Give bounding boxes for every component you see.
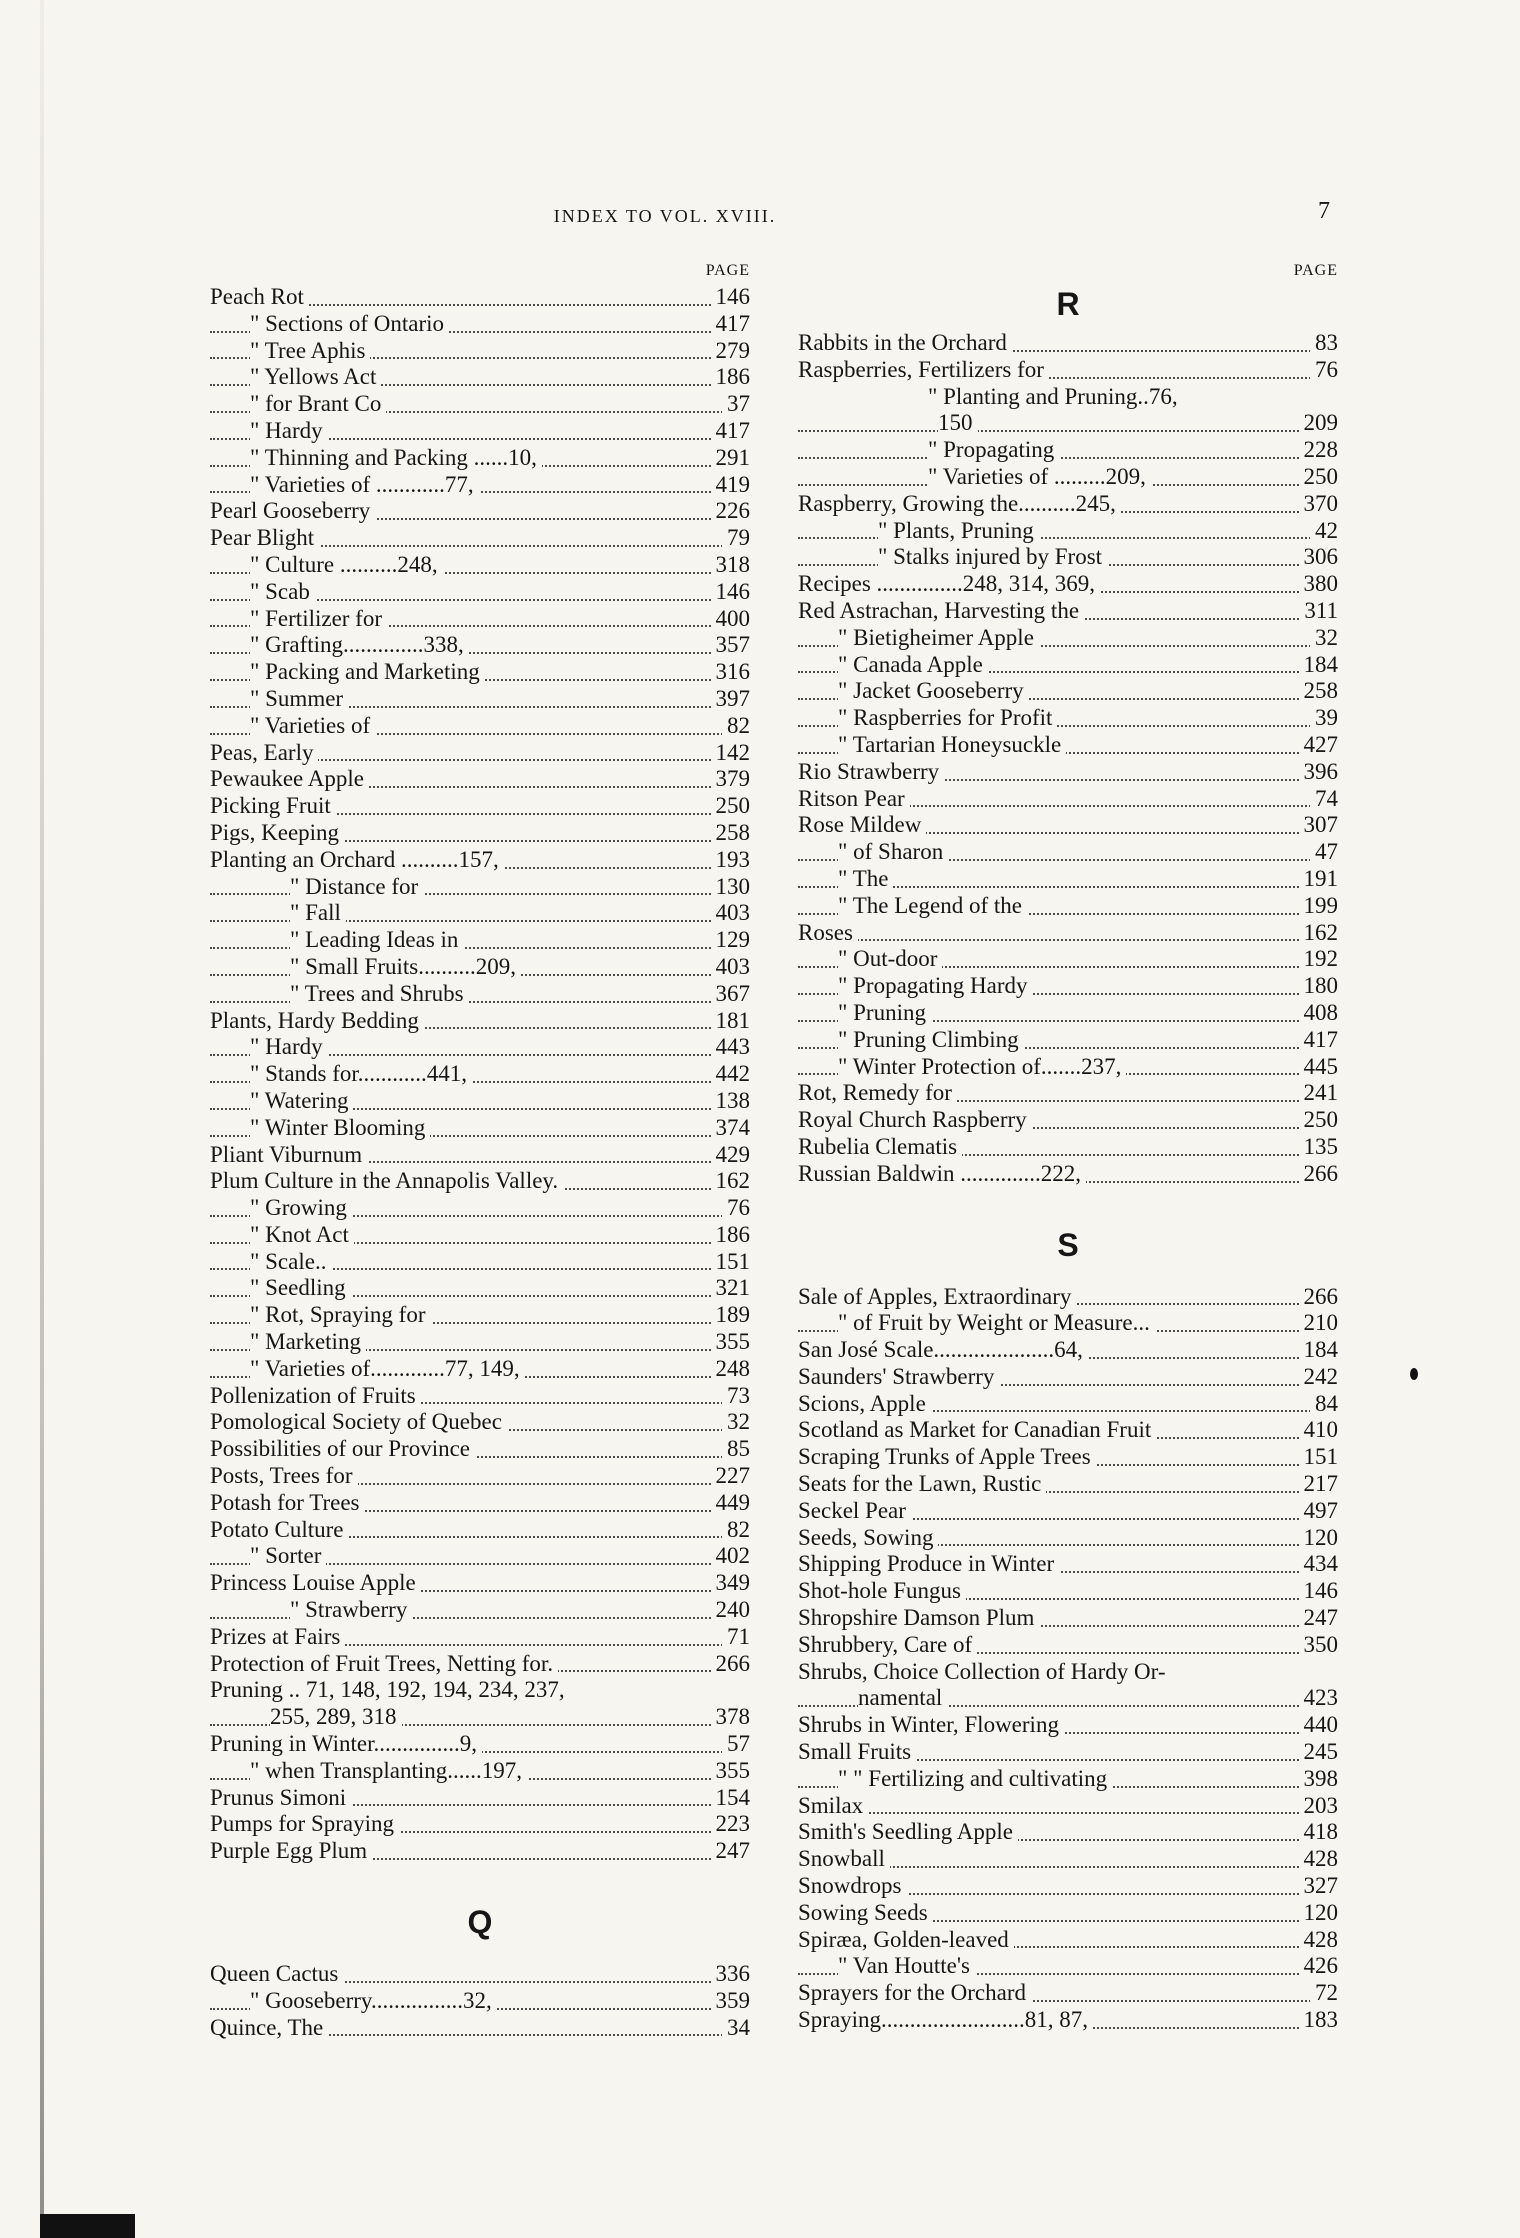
entry-label: " Growing <box>250 1195 352 1222</box>
entry-page-number: 83 <box>1310 330 1338 357</box>
entry-page-number: 250 <box>711 793 751 820</box>
entry-label: Recipes ...............248, 314, 369, <box>798 571 1100 598</box>
leader-dots <box>798 913 1338 942</box>
entry-label: " Strawberry <box>290 1597 412 1624</box>
ink-spot <box>1410 1368 1418 1380</box>
entry-label: Pruning in Winter...............9, <box>210 1731 482 1758</box>
entry-label: " Fall <box>290 900 346 927</box>
entry-label: " The <box>838 866 893 893</box>
entry-page-number: 247 <box>1299 1605 1339 1632</box>
entry-label: " of Sharon <box>838 839 948 866</box>
entry-page-number: 355 <box>711 1758 751 1785</box>
entry-label: " Varieties of.............77, 149, <box>250 1356 525 1383</box>
entry-label: Plants, Hardy Bedding <box>210 1008 424 1035</box>
entry-page-number: 380 <box>1299 571 1339 598</box>
entry-label: " Bietigheimer Apple <box>838 625 1039 652</box>
entry-page-number: 355 <box>711 1329 751 1356</box>
entry-label: Sale of Apples, Extraordinary <box>798 1284 1076 1311</box>
entry-label: " Scab <box>250 579 315 606</box>
entry-page-number: 396 <box>1299 759 1339 786</box>
entry-page-number: 226 <box>711 498 751 525</box>
entry-label: Pewaukee Apple <box>210 766 369 793</box>
index-column-left <box>210 262 750 2041</box>
entry-label: namental <box>858 1685 947 1712</box>
entry-page-number: 417 <box>1299 1027 1339 1054</box>
entry-label: Rio Strawberry <box>798 759 944 786</box>
entry-label: " Stands for............441, <box>250 1061 472 1088</box>
entry-label: Picking Fruit <box>210 793 336 820</box>
entry-page-number: 357 <box>711 632 751 659</box>
entry-label: Shrubs, Choice Collection of Hardy Or- <box>798 1659 1170 1686</box>
entry-page-number: 379 <box>711 766 751 793</box>
entry-label: " Sections of Ontario <box>250 311 449 338</box>
entry-page-number: 120 <box>1299 1525 1339 1552</box>
entry-page-number: 410 <box>1299 1417 1339 1444</box>
entry-label: Posts, Trees for <box>210 1463 358 1490</box>
entry-page-number: 418 <box>1299 1819 1339 1846</box>
entry-label: Sprayers for the Orchard <box>798 1980 1031 2007</box>
entry-page-number: 242 <box>1299 1364 1339 1391</box>
entry-page-number: 266 <box>711 1651 751 1678</box>
entry-label: Pigs, Keeping <box>210 820 344 847</box>
entry-label: Small Fruits <box>798 1739 916 1766</box>
entry-label: " Raspberries for Profit <box>838 705 1057 732</box>
entry-page-number: 428 <box>1299 1846 1339 1873</box>
entry-label: Rubelia Clematis <box>798 1134 962 1161</box>
entry-label: Roses <box>798 920 858 947</box>
entry-page-number: 120 <box>1299 1900 1339 1927</box>
index-entry <box>798 1632 1338 1659</box>
entry-page-number: 350 <box>1299 1632 1339 1659</box>
entry-page-number: 82 <box>722 1517 750 1544</box>
entry-label: " Culture ..........248, <box>250 552 443 579</box>
entry-page-number: 291 <box>711 445 751 472</box>
entry-page-number: 250 <box>1299 464 1339 491</box>
entry-label: Sowing Seeds <box>798 1900 933 1927</box>
entry-label: Smilax <box>798 1793 868 1820</box>
entry-label: " Rot, Spraying for <box>250 1302 431 1329</box>
entry-label: Potash for Trees <box>210 1490 365 1517</box>
entry-page-number: 76 <box>1310 357 1338 384</box>
entry-page-number: 129 <box>711 927 751 954</box>
entry-page-number: 162 <box>1299 920 1339 947</box>
entry-label: " Tree Aphis <box>250 338 370 365</box>
entry-page-number: 151 <box>1299 1444 1339 1471</box>
entry-label: " Propagating Hardy <box>838 973 1033 1000</box>
leader-dots <box>798 1786 1338 1815</box>
entry-label: Pearl Gooseberry <box>210 498 375 525</box>
index-column-right <box>798 262 1338 2034</box>
entry-page-number: 203 <box>1299 1793 1339 1820</box>
entry-page-number: 279 <box>711 338 751 365</box>
entry-label: " Planting and Pruning..76, <box>928 384 1183 411</box>
entry-label: " Sorter <box>250 1543 326 1570</box>
entry-label: " Plants, Pruning <box>878 518 1039 545</box>
entry-label: " Canada Apple <box>838 652 988 679</box>
entry-page-number: 39 <box>1310 705 1338 732</box>
page-binding-edge <box>40 0 44 2238</box>
entry-page-number: 258 <box>711 820 751 847</box>
entry-label: Quince, The <box>210 2015 328 2042</box>
entry-label: Potato Culture <box>210 1517 349 1544</box>
index-list-r <box>798 330 1338 1188</box>
running-head: INDEX TO VOL. XVIII. <box>553 206 777 226</box>
entry-page-number: 247 <box>711 1838 751 1865</box>
entry-page-number: 162 <box>711 1168 751 1195</box>
entry-label: Shrubs in Winter, Flowering <box>798 1712 1064 1739</box>
entry-label: Rabbits in the Orchard <box>798 330 1012 357</box>
entry-page-number: 248 <box>711 1356 751 1383</box>
scan-corner-mark <box>40 2214 135 2238</box>
entry-page-number: 223 <box>711 1811 751 1838</box>
entry-page-number: 146 <box>711 579 751 606</box>
entry-label: " Out-door <box>838 946 942 973</box>
entry-label: Protection of Fruit Trees, Netting for. <box>210 1651 558 1678</box>
entry-page-number: 186 <box>711 1222 751 1249</box>
entry-page-number: 497 <box>1299 1498 1339 1525</box>
entry-page-number: 423 <box>1299 1685 1339 1712</box>
entry-page-number: 193 <box>711 847 751 874</box>
entry-page-number: 426 <box>1299 1953 1339 1980</box>
index-entry <box>798 357 1338 384</box>
entry-label: 255, 289, 318 <box>270 1704 402 1731</box>
entry-page-number: 306 <box>1299 544 1339 571</box>
entry-label: " The Legend of the <box>838 893 1027 920</box>
entry-page-number: 370 <box>1299 491 1339 518</box>
entry-label: " Varieties of .........209, <box>928 464 1151 491</box>
entry-label: Seats for the Lawn, Rustic <box>798 1471 1046 1498</box>
entry-label: Ritson Pear <box>798 786 910 813</box>
index-list-p <box>210 284 750 1865</box>
entry-page-number: 72 <box>1310 1980 1338 2007</box>
entry-label: " Summer <box>250 686 348 713</box>
section-letter-q: Q <box>467 1904 493 1941</box>
entry-label: Purple Egg Plum <box>210 1838 372 1865</box>
entry-label: " Seedling <box>250 1275 351 1302</box>
entry-label: 150 <box>938 410 978 437</box>
entry-page-number: 440 <box>1299 1712 1339 1739</box>
entry-page-number: 82 <box>722 713 750 740</box>
entry-page-number: 184 <box>1299 652 1339 679</box>
entry-label: " Tartarian Honeysuckle <box>838 732 1066 759</box>
entry-label: " Trees and Shrubs <box>290 981 469 1008</box>
index-entry <box>210 1838 750 1865</box>
entry-page-number: 227 <box>711 1463 751 1490</box>
section-letter-s: S <box>1057 1226 1079 1263</box>
entry-page-number: 445 <box>1299 1054 1339 1081</box>
entry-page-number: 434 <box>1299 1551 1339 1578</box>
entry-label: Spiræa, Golden-leaved <box>798 1927 1014 1954</box>
entry-label: Russian Baldwin ..............222, <box>798 1161 1086 1188</box>
entry-page-number: 154 <box>711 1785 751 1812</box>
entry-label: Snowdrops <box>798 1873 907 1900</box>
entry-page-number: 210 <box>1299 1310 1339 1337</box>
entry-page-number: 192 <box>1299 946 1339 973</box>
entry-page-number: 327 <box>1299 1873 1339 1900</box>
entry-page-number: 34 <box>722 2015 750 2042</box>
entry-label: Seeds, Sowing <box>798 1525 938 1552</box>
index-list-s <box>798 1284 1338 2034</box>
entry-page-number: 130 <box>711 874 751 901</box>
entry-page-number: 186 <box>711 364 751 391</box>
entry-label: Scotland as Market for Canadian Fruit <box>798 1417 1156 1444</box>
entry-page-number: 85 <box>722 1436 750 1463</box>
entry-page-number: 403 <box>711 900 751 927</box>
entry-label: " " Fertilizing and cultivating <box>838 1766 1112 1793</box>
entry-page-number: 209 <box>1299 410 1339 437</box>
entry-label: Princess Louise Apple <box>210 1570 421 1597</box>
entry-page-number: 359 <box>711 1988 751 2015</box>
entry-page-number: 217 <box>1299 1471 1339 1498</box>
entry-page-number: 316 <box>711 659 751 686</box>
entry-label: Peach Rot <box>210 284 309 311</box>
entry-page-number: 307 <box>1299 812 1339 839</box>
entry-label: Rose Mildew <box>798 812 926 839</box>
entry-page-number: 73 <box>722 1383 750 1410</box>
entry-page-number: 408 <box>1299 1000 1339 1027</box>
index-entry <box>210 1651 750 1678</box>
entry-page-number: 429 <box>711 1142 751 1169</box>
entry-page-number: 228 <box>1299 437 1339 464</box>
entry-page-number: 191 <box>1299 866 1339 893</box>
entry-page-number: 32 <box>722 1409 750 1436</box>
entry-page-number: 181 <box>711 1008 751 1035</box>
entry-label: Shot-hole Fungus <box>798 1578 966 1605</box>
entry-label: " for Brant Co <box>250 391 386 418</box>
entry-label: Pear Blight <box>210 525 319 552</box>
entry-label: Possibilities of our Province <box>210 1436 475 1463</box>
section-letter-r: R <box>1056 286 1080 322</box>
index-list-q <box>210 1961 750 2041</box>
entry-label: Spraying.........................81, 87, <box>798 2007 1093 2034</box>
entry-label: " Distance for <box>290 874 423 901</box>
entry-label: " Leading Ideas in <box>290 927 463 954</box>
entry-label: " Packing and Marketing <box>250 659 485 686</box>
entry-page-number: 250 <box>1299 1107 1339 1134</box>
entry-label: Prizes at Fairs <box>210 1624 345 1651</box>
entry-label: Pliant Viburnum <box>210 1142 367 1169</box>
entry-label: " Jacket Gooseberry <box>838 678 1029 705</box>
entry-page-number: 367 <box>711 981 751 1008</box>
entry-page-number: 37 <box>722 391 750 418</box>
entry-label: San José Scale.....................64, <box>798 1337 1088 1364</box>
entry-page-number: 311 <box>1299 598 1338 625</box>
entry-label: Royal Church Raspberry <box>798 1107 1032 1134</box>
entry-label: Red Astrachan, Harvesting the <box>798 598 1084 625</box>
entry-page-number: 349 <box>711 1570 751 1597</box>
entry-page-number: 397 <box>711 686 751 713</box>
index-entry <box>798 1161 1338 1188</box>
entry-page-number: 146 <box>1299 1578 1339 1605</box>
entry-page-number: 378 <box>711 1704 751 1731</box>
entry-label: Saunders' Strawberry <box>798 1364 999 1391</box>
entry-page-number: 398 <box>1299 1766 1339 1793</box>
entry-label: " Marketing <box>250 1329 366 1356</box>
leader-dots <box>798 403 1338 432</box>
entry-page-number: 47 <box>1310 839 1338 866</box>
entry-page-number: 42 <box>1310 518 1338 545</box>
entry-page-number: 400 <box>711 606 751 633</box>
entry-label: Pomological Society of Quebec <box>210 1409 507 1436</box>
entry-label: " Varieties of ............77, <box>250 472 479 499</box>
entry-label: " Stalks injured by Frost <box>878 544 1107 571</box>
leader-dots <box>798 430 1338 459</box>
entry-label: " Thinning and Packing ......10, <box>250 445 542 472</box>
entry-label: " when Transplanting......197, <box>250 1758 527 1785</box>
entry-label: " Small Fruits..........209, <box>290 954 521 981</box>
entry-page-number: 183 <box>1299 2007 1339 2034</box>
entry-label: Prunus Simoni <box>210 1785 351 1812</box>
entry-page-number: 442 <box>711 1061 751 1088</box>
index-entry <box>798 2007 1338 2034</box>
entry-page-number: 318 <box>711 552 751 579</box>
entry-page-number: 417 <box>711 311 751 338</box>
entry-page-number: 449 <box>711 1490 751 1517</box>
entry-page-number: 32 <box>1310 625 1338 652</box>
entry-label: " Winter Blooming <box>250 1115 430 1142</box>
entry-label: Pollenization of Fruits <box>210 1383 421 1410</box>
entry-page-number: 241 <box>1299 1080 1339 1107</box>
entry-label: Plum Culture in the Annapolis Valley. <box>210 1168 563 1195</box>
entry-label: " Yellows Act <box>250 364 381 391</box>
entry-label: " Grafting..............338, <box>250 632 469 659</box>
entry-label: " Hardy <box>250 1034 328 1061</box>
entry-page-number: 138 <box>711 1088 751 1115</box>
entry-page-number: 443 <box>711 1034 751 1061</box>
entry-label: Smith's Seedling Apple <box>798 1819 1018 1846</box>
entry-page-number: 427 <box>1299 732 1339 759</box>
entry-label: " of Fruit by Weight or Measure... <box>838 1310 1155 1337</box>
entry-page-number: 245 <box>1299 1739 1339 1766</box>
entry-label: Shropshire Damson Plum <box>798 1605 1039 1632</box>
entry-page-number: 184 <box>1299 1337 1339 1364</box>
entry-page-number: 57 <box>722 1731 750 1758</box>
entry-page-number: 189 <box>711 1302 751 1329</box>
entry-label: " Hardy <box>250 418 328 445</box>
entry-label: Shrubbery, Care of <box>798 1632 977 1659</box>
entry-page-number: 142 <box>711 740 751 767</box>
entry-page-number: 180 <box>1299 973 1339 1000</box>
entry-page-number: 336 <box>711 1961 751 1988</box>
entry-label: " Winter Protection of.......237, <box>838 1054 1126 1081</box>
entry-label: Pruning .. 71, 148, 192, 194, 234, 237, <box>210 1677 570 1704</box>
entry-label: " Pruning Climbing <box>838 1027 1024 1054</box>
entry-label: " Varieties of <box>250 713 375 740</box>
entry-label: " Scale.. <box>250 1249 331 1276</box>
entry-label: Queen Cactus <box>210 1961 343 1988</box>
page-number: 7 <box>1318 198 1330 224</box>
entry-label: " Pruning <box>838 1000 931 1027</box>
entry-label: " Fertilizer for <box>250 606 387 633</box>
entry-label: Raspberries, Fertilizers for <box>798 357 1049 384</box>
entry-page-number: 419 <box>711 472 751 499</box>
entry-label: Shipping Produce in Winter <box>798 1551 1059 1578</box>
entry-page-number: 135 <box>1299 1134 1339 1161</box>
entry-page-number: 74 <box>1310 786 1338 813</box>
entry-label: Pumps for Spraying <box>210 1811 399 1838</box>
entry-label: " Propagating <box>928 437 1059 464</box>
entry-label: Raspberry, Growing the..........245, <box>798 491 1121 518</box>
entry-page-number: 403 <box>711 954 751 981</box>
entry-label: " Watering <box>250 1088 353 1115</box>
entry-label: Scions, Apple <box>798 1391 931 1418</box>
entry-label: Seckel Pear <box>798 1498 911 1525</box>
entry-page-number: 266 <box>1299 1161 1339 1188</box>
page-column-label: PAGE <box>1293 262 1338 279</box>
entry-page-number: 199 <box>1299 893 1339 920</box>
entry-page-number: 428 <box>1299 1927 1339 1954</box>
entry-page-number: 402 <box>711 1543 751 1570</box>
entry-label: " Van Houtte's <box>838 1953 975 1980</box>
entry-label: Rot, Remedy for <box>798 1080 957 1107</box>
entry-page-number: 417 <box>711 418 751 445</box>
entry-page-number: 374 <box>711 1115 751 1142</box>
index-entry <box>210 2015 750 2042</box>
entry-page-number: 321 <box>711 1275 751 1302</box>
entry-page-number: 240 <box>711 1597 751 1624</box>
entry-label: Peas, Early <box>210 740 318 767</box>
entry-label: Scraping Trunks of Apple Trees <box>798 1444 1096 1471</box>
entry-page-number: 258 <box>1299 678 1339 705</box>
entry-page-number: 71 <box>722 1624 750 1651</box>
entry-page-number: 146 <box>711 284 751 311</box>
entry-label: " Knot Act <box>250 1222 354 1249</box>
entry-page-number: 84 <box>1310 1391 1338 1418</box>
entry-page-number: 79 <box>722 525 750 552</box>
page-column-label: PAGE <box>705 262 750 279</box>
entry-label: Planting an Orchard ..........157, <box>210 847 504 874</box>
entry-label: " Gooseberry................32, <box>250 1988 497 2015</box>
entry-label: Snowball <box>798 1846 890 1873</box>
entry-page-number: 76 <box>722 1195 750 1222</box>
entry-page-number: 266 <box>1299 1284 1339 1311</box>
entry-page-number: 151 <box>711 1249 751 1276</box>
